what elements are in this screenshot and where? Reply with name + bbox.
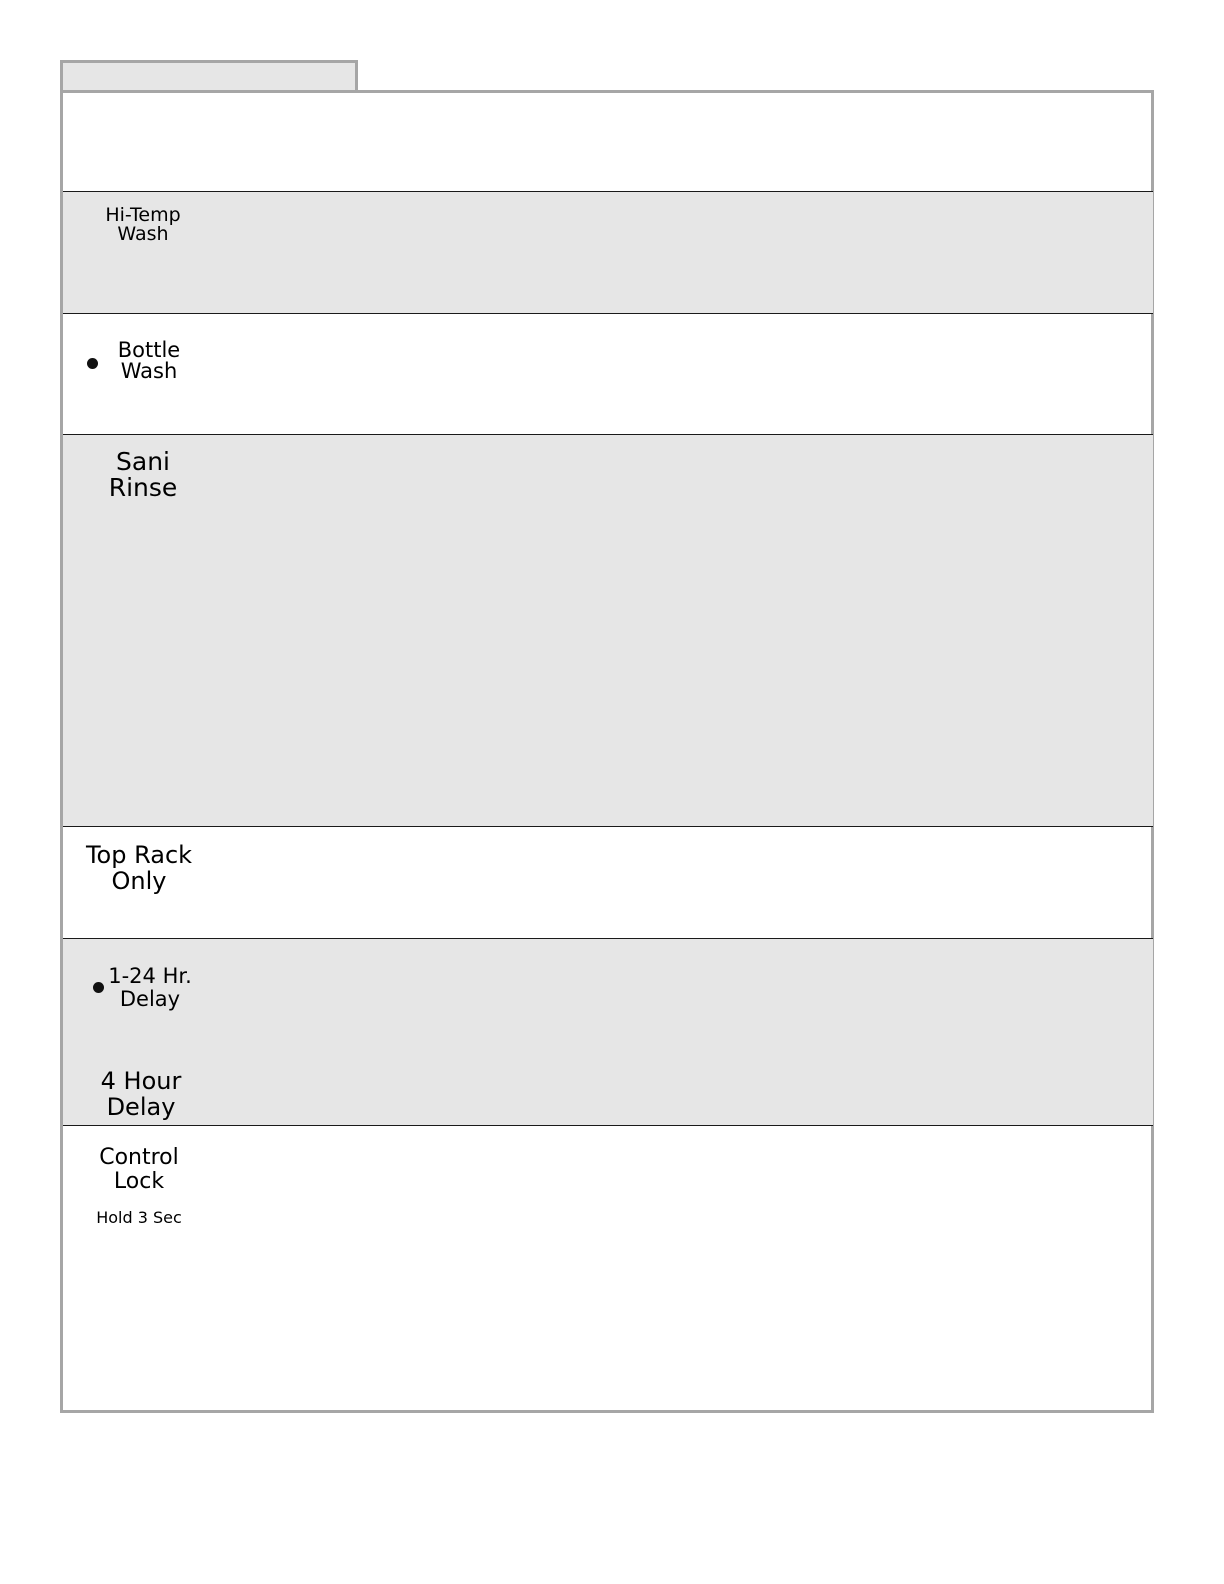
delay-24hr-label: 1-24 Hr. Delay <box>108 964 192 1012</box>
control-lock-label: Control Lock <box>99 1145 179 1195</box>
bottle-wash-label: Bottle Wash <box>117 338 181 383</box>
row-sani-rinse <box>63 434 1153 827</box>
row-top-rack-only <box>63 826 1153 939</box>
row-control-lock <box>63 1125 1153 1411</box>
row-delay <box>63 938 1153 1126</box>
delay-4hour-label: 4 Hour Delay <box>100 1067 182 1122</box>
top-rack-only-label: Top Rack Only <box>85 841 193 896</box>
sani-rinse-label: Sani Rinse <box>108 447 178 503</box>
hold-3-sec-label: Hold 3 Sec <box>96 1208 182 1227</box>
row-bottle-wash <box>63 313 1153 435</box>
header-tab <box>60 60 358 93</box>
hi-temp-wash-label: Hi-Temp Wash <box>105 204 181 245</box>
option-table <box>60 90 1154 1413</box>
indicator-dot <box>87 358 98 369</box>
indicator-dot <box>93 982 104 993</box>
row-hi-temp-wash <box>63 191 1153 314</box>
header-row <box>63 93 1153 191</box>
